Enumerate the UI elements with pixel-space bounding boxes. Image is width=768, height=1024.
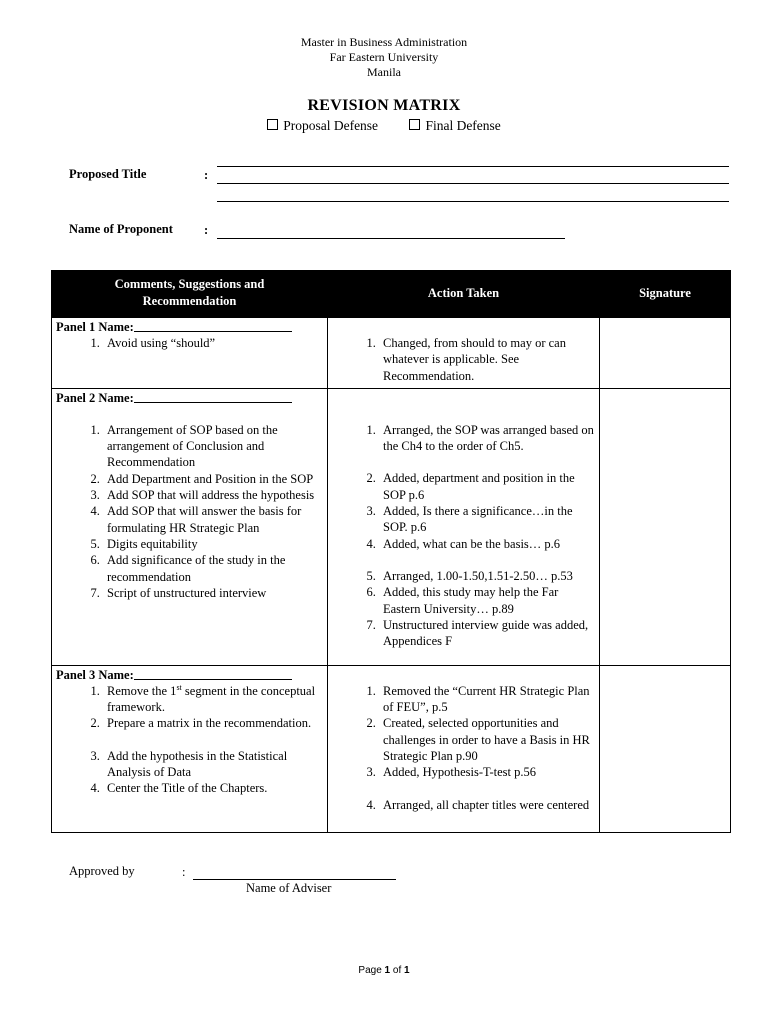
header-action-taken: Action Taken <box>328 271 600 318</box>
table-row <box>52 318 731 389</box>
panel-1-actions <box>328 318 600 389</box>
list-item: 6. Add significance of the study in the recommendation <box>103 552 323 585</box>
list-item: 7. Script of unstructured interview <box>103 585 323 601</box>
panel-1-signature[interactable] <box>600 318 731 389</box>
header-comments-line1: Comments, Suggestions and <box>114 277 265 291</box>
panel-3-actions <box>328 665 600 832</box>
list-item: 4. Arranged, all chapter titles were centered <box>379 797 595 813</box>
list-item: 3. Add SOP that will address the hypothesis <box>103 487 323 503</box>
panel-name-blank[interactable] <box>134 402 292 403</box>
panel-name: Panel 3 Name: <box>56 668 323 683</box>
list-item: 2. Prepare a matrix in the recommendation. <box>103 715 323 731</box>
list-item: 2. Created, selected opportunities and challenges in order to have a Basis in HR Strategic Plan p.90 <box>379 715 595 764</box>
list-item: 6. Added, this study may help the Far Eastern University… p.89 <box>379 584 595 617</box>
adviser-signature-line[interactable] <box>193 879 396 880</box>
list-item: 1. Avoid using “should” <box>103 335 323 351</box>
panel-2-actions <box>328 388 600 665</box>
header-comments-line2: Recommendation <box>142 294 237 308</box>
list-item: 3. Add the hypothesis in the Statistical Analysis of Data <box>103 748 323 781</box>
list-item: 4. Added, what can be the basis… p.6 <box>379 536 595 552</box>
option-final-defense[interactable] <box>409 118 500 134</box>
colon: : <box>204 168 209 182</box>
panel-name-blank[interactable] <box>134 331 292 332</box>
list-item: 3. Added, Is there a significance…in the SOP. p.6 <box>379 503 595 536</box>
list-item: 2. Add Department and Position in the SOP <box>103 471 323 487</box>
action-list <box>332 422 595 650</box>
list-item: 2. Added, department and position in the SOP p.6 <box>379 470 595 503</box>
panel-name: Panel 1 Name: <box>56 320 323 335</box>
revision-matrix-table <box>51 270 731 833</box>
list-item: 4. Add SOP that will answer the basis for formulating HR Strategic Plan <box>103 503 323 536</box>
proponent-label: Name of Proponent <box>69 222 173 236</box>
proposed-title-line-2[interactable] <box>217 183 729 184</box>
list-item: 5. Arranged, 1.00-1.50,1.51-2.50… p.53 <box>379 568 595 584</box>
action-list <box>332 683 595 813</box>
list-item: 4. Center the Title of the Chapters. <box>103 780 323 796</box>
list-item: 1. Arranged, the SOP was arranged based on the Ch4 to the order of Ch5. <box>379 422 595 455</box>
page-number: Page 1 of 1 <box>358 965 410 976</box>
institution-program: Master in Business Administration <box>300 35 468 49</box>
document-title: REVISION MATRIX <box>307 97 461 114</box>
list-item: 1. Remove the 1st segment in the conceptual framework. <box>103 683 323 716</box>
institution-name: Far Eastern University <box>329 50 439 64</box>
header-comments <box>52 271 328 318</box>
option-label: Proposal Defense <box>283 118 379 133</box>
panel-name-blank[interactable] <box>134 679 292 680</box>
colon: : <box>182 865 186 879</box>
panel-2-signature[interactable] <box>600 388 731 665</box>
list-item: 1. Arrangement of SOP based on the arrangement of Conclusion and Recommendation <box>103 422 323 471</box>
proposed-title-line-1[interactable] <box>217 166 729 167</box>
list-item: 3. Added, Hypothesis-T-test p.56 <box>379 764 595 780</box>
proposed-title-label: Proposed Title <box>69 167 147 181</box>
option-label: Final Defense <box>425 118 501 133</box>
list-item: 7. Unstructured interview guide was added, Appendices F <box>379 617 595 650</box>
approved-by-label: Approved by <box>69 864 135 878</box>
institution-city: Manila <box>367 65 401 79</box>
adviser-name-label: Name of Adviser <box>246 881 332 895</box>
comment-list <box>56 422 323 601</box>
table-header-row <box>52 271 731 318</box>
header-signature: Signature <box>600 271 731 318</box>
list-item: 1. Changed, from should to may or can whatever is applicable. See Recommendation. <box>379 335 595 384</box>
proponent-line[interactable] <box>217 238 565 239</box>
table-row <box>52 665 731 832</box>
action-list <box>332 335 595 384</box>
defense-options <box>0 118 768 134</box>
option-proposal-defense[interactable] <box>267 118 378 134</box>
colon: : <box>204 223 209 237</box>
panel-1-comments <box>52 318 328 389</box>
panel-3-comments <box>52 665 328 832</box>
checkbox-icon[interactable] <box>409 119 420 130</box>
list-item: 1. Removed the “Current HR Strategic Plan of FEU”, p.5 <box>379 683 595 716</box>
checkbox-icon[interactable] <box>267 119 278 130</box>
comment-list <box>56 335 323 351</box>
list-item: 5. Digits equitability <box>103 536 323 552</box>
panel-3-signature[interactable] <box>600 665 731 832</box>
table-row <box>52 388 731 665</box>
panel-name: Panel 2 Name: <box>56 391 323 406</box>
comment-list <box>56 683 323 797</box>
proposed-title-line-3[interactable] <box>217 201 729 202</box>
panel-2-comments <box>52 388 328 665</box>
